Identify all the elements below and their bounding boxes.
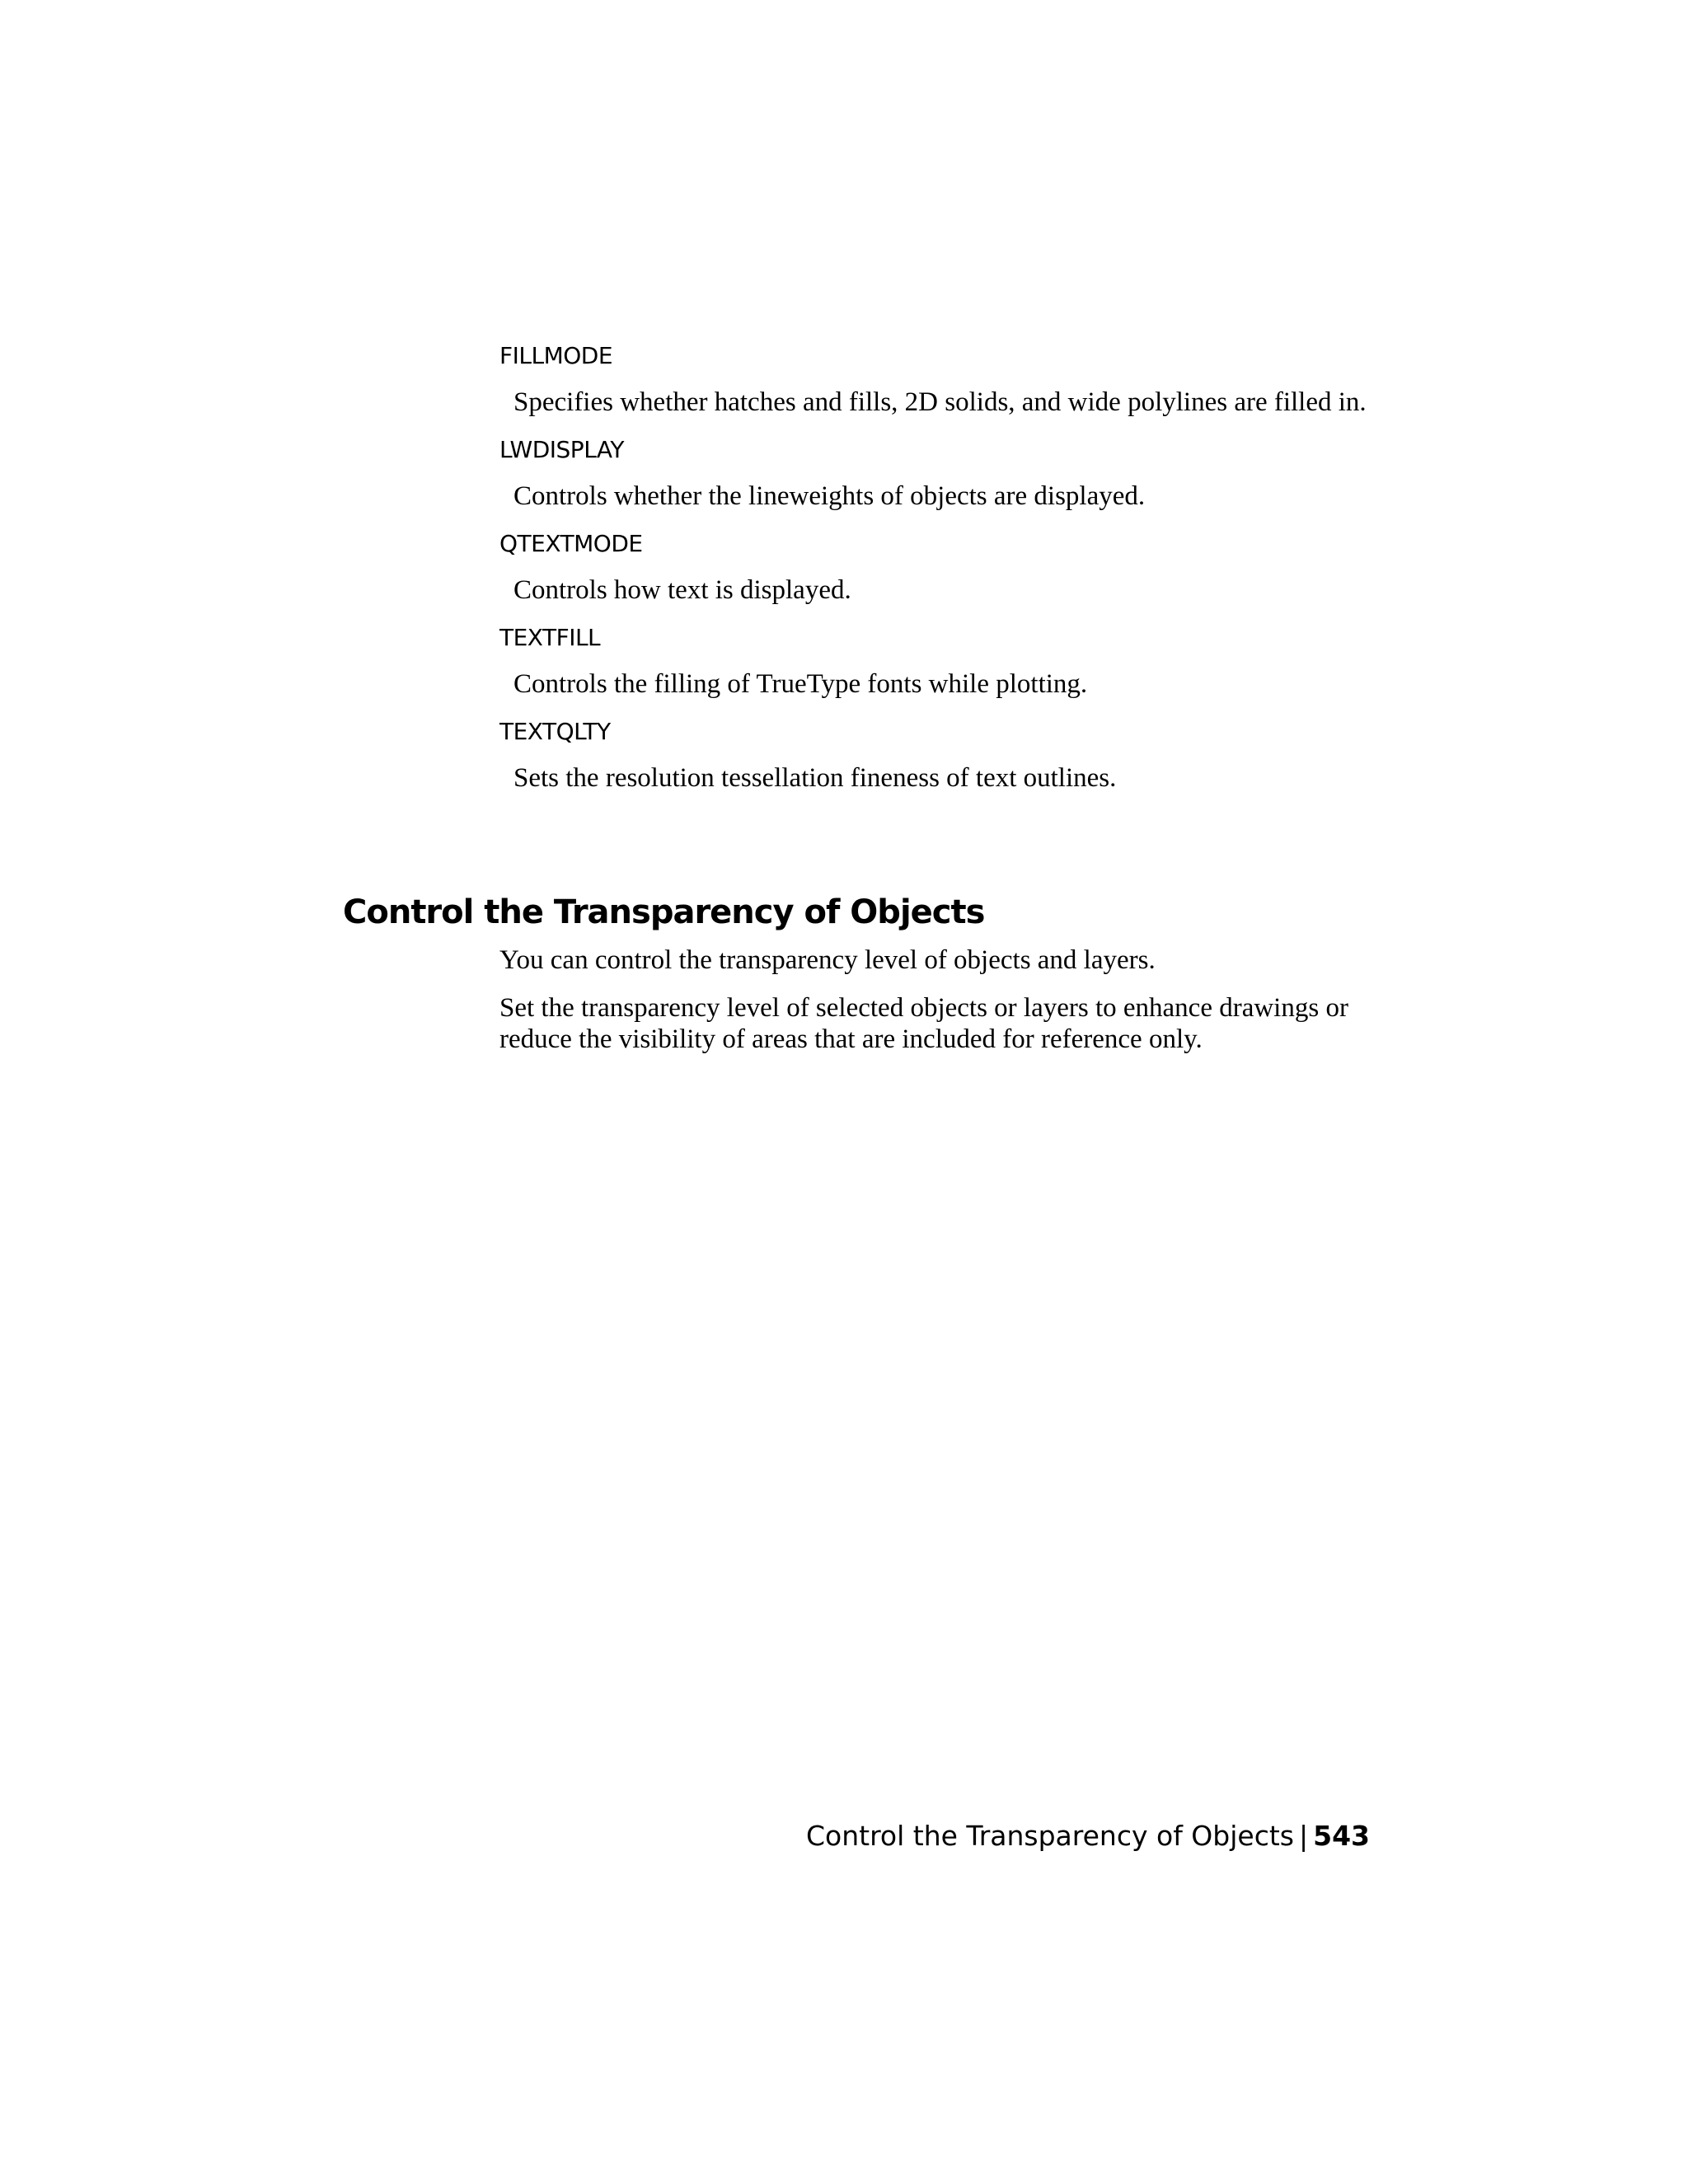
section-heading: Control the Transparency of Objects <box>343 893 985 931</box>
section-paragraph: You can control the transparency level of objects and layers. <box>499 945 1156 975</box>
system-variable-list <box>499 341 1373 811</box>
section-body <box>499 944 1381 1071</box>
system-variable-name[interactable]: TEXTFILL <box>499 624 601 651</box>
footer-separator: | <box>1298 1820 1309 1852</box>
system-variable-description: Controls the filling of TrueType fonts while plotting. <box>513 669 1088 699</box>
system-variable-name[interactable]: TEXTQLTY <box>499 718 611 745</box>
running-title: Control the Transparency of Objects <box>805 1820 1294 1852</box>
system-variable-name[interactable]: QTEXTMODE <box>499 530 643 557</box>
system-variable-description: Sets the resolution tessellation fineness of text outlines. <box>513 763 1117 793</box>
section-paragraph: Set the transparency level of selected objects or layers to enhance drawings or reduce the visibility of areas that are included for reference only. <box>499 993 1348 1054</box>
page-number: 543 <box>1313 1820 1370 1852</box>
system-variable-description: Controls whether the lineweights of objects are displayed. <box>513 481 1146 511</box>
system-variable-name[interactable]: FILLMODE <box>499 342 613 369</box>
system-variable-name[interactable]: LWDISPLAY <box>499 436 625 463</box>
page-footer <box>806 1818 1370 1854</box>
system-variable-description: Controls how text is displayed. <box>513 575 851 605</box>
system-variable-description: Specifies whether hatches and fills, 2D solids, and wide polylines are filled in. <box>513 387 1367 417</box>
